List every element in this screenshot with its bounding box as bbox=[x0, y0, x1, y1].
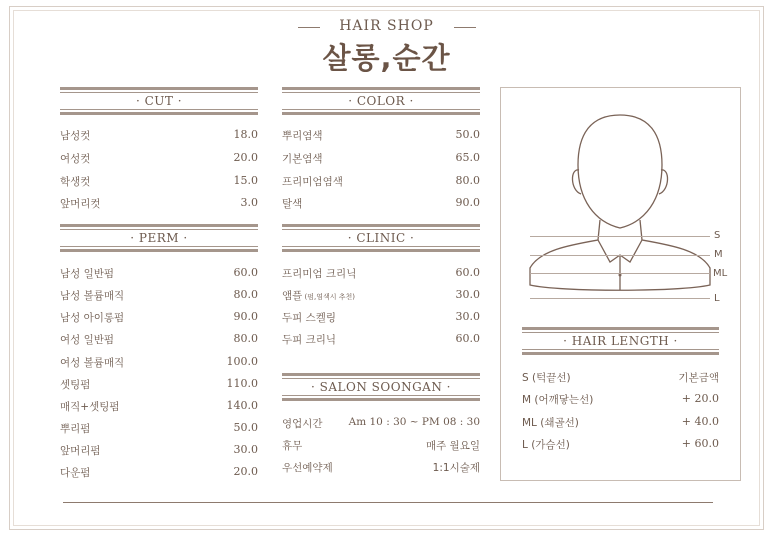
color-title: · COLOR · bbox=[348, 94, 414, 108]
hair-length-section-header bbox=[522, 327, 719, 355]
footer-rule bbox=[63, 502, 713, 503]
shop-title: 살롱,순간 bbox=[322, 41, 451, 75]
length-line-ml bbox=[530, 273, 710, 274]
clinic-title: · CLINIC · bbox=[347, 231, 415, 245]
perm-title: · PERM · bbox=[130, 231, 188, 245]
shop-subtitle: HAIR SHOP bbox=[339, 18, 434, 34]
length-marker-l: L bbox=[714, 293, 720, 304]
length-line-s bbox=[530, 236, 710, 237]
color-section-header bbox=[282, 87, 480, 115]
length-marker-ml: ML bbox=[713, 268, 728, 279]
cut-title: · CUT · bbox=[135, 94, 183, 108]
salon-section-header bbox=[282, 373, 480, 401]
length-line-l bbox=[530, 298, 710, 299]
clinic-section-header bbox=[282, 224, 480, 252]
perm-section-header bbox=[60, 224, 258, 252]
length-marker-s: S bbox=[714, 230, 721, 241]
length-line-m bbox=[530, 255, 710, 256]
hair-length-title: · HAIR LENGTH · bbox=[563, 334, 678, 348]
cut-section-header bbox=[60, 87, 258, 115]
salon-title: · SALON SOONGAN · bbox=[311, 380, 451, 394]
head-illustration bbox=[520, 110, 720, 295]
length-marker-m: M bbox=[714, 249, 723, 260]
